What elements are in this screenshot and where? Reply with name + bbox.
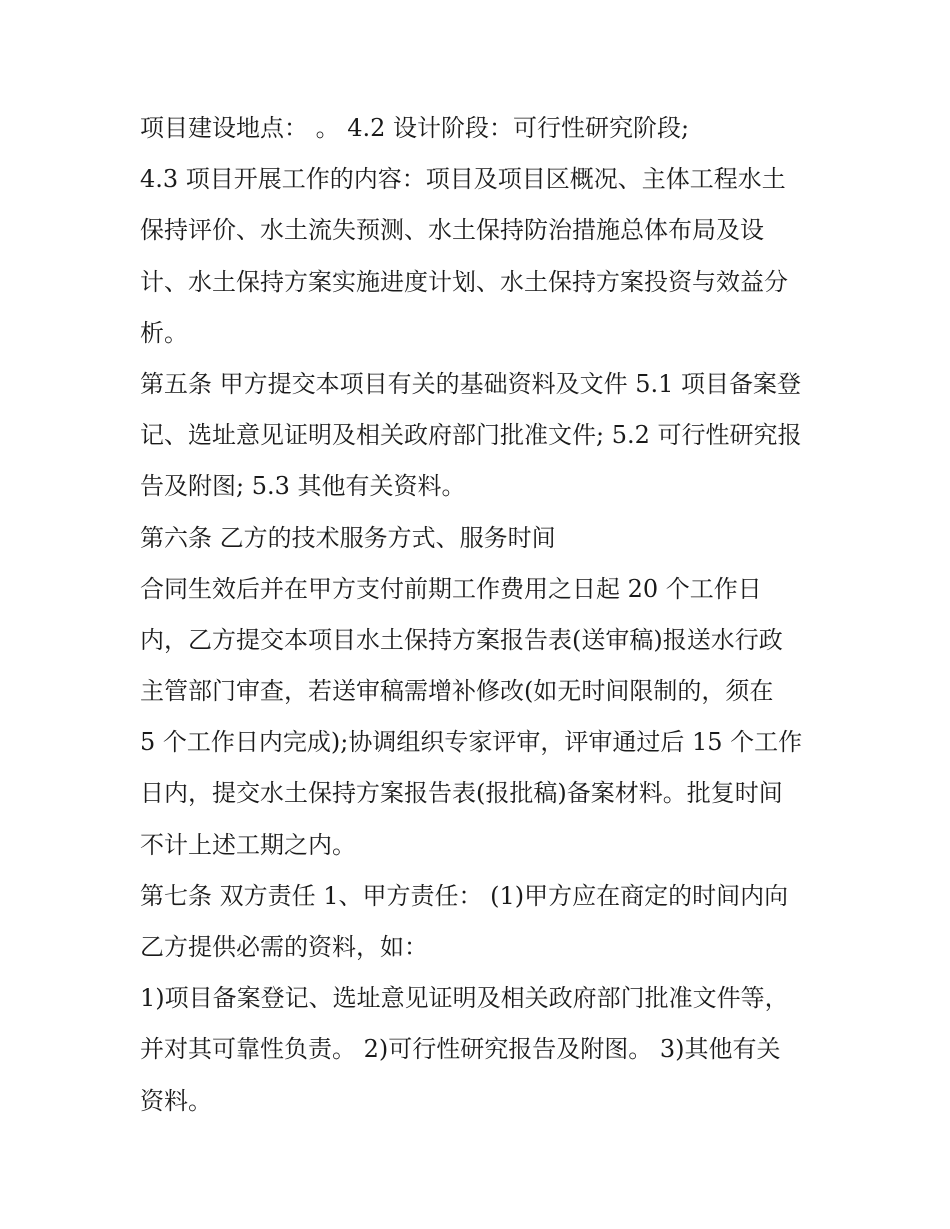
text-line: 4.3 项目开展工作的内容：项目及项目区概况、主体工程水土 (140, 165, 786, 194)
text-line: 不计上述工期之内。 (140, 830, 356, 859)
text-line: 计、水土保持方案实施进度计划、水土保持方案投资与效益分 (140, 267, 788, 296)
text-line: 乙方提供必需的资料，如： (140, 933, 428, 961)
text-line: 析。 (140, 318, 188, 347)
text-line: 第五条 甲方提交本项目有关的基础资料及文件 5.1 项目备案登 (140, 369, 802, 398)
text-line: 并对其可靠性负责。 2)可行性研究报告及附图。 3)其他有关 (140, 1035, 781, 1064)
text-line: 第七条 双方责任 1、甲方责任： (1)甲方应在商定的时间内向 (140, 881, 789, 910)
text-line: 内，乙方提交本项目水土保持方案报告表(送审稿)报送水行政 (140, 625, 783, 654)
document-body (140, 103, 820, 1127)
text-line: 第六条 乙方的技术服务方式、服务时间 (140, 523, 556, 552)
text-line: 保持评价、水土流失预测、水土保持防治措施总体布局及设 (140, 216, 764, 245)
text-line: 资料。 (140, 1086, 212, 1115)
text-line: 1)项目备案登记、选址意见证明及相关政府部门批准文件等， (140, 984, 789, 1013)
text-line: 合同生效后并在甲方支付前期工作费用之日起 20 个工作日 (140, 574, 762, 603)
text-line: 日内，提交水土保持方案报告表(报批稿)备案材料。批复时间 (140, 779, 783, 808)
text-line: 记、选址意见证明及相关政府部门批准文件; 5.2 可行性研究报 (140, 421, 802, 450)
text-line: 5 个工作日内完成);协调组织专家评审，评审通过后 15 个工作 (140, 728, 803, 757)
text-line: 主管部门审查，若送审稿需增补修改(如无时间限制的，须在 (140, 677, 774, 706)
text-line: 告及附图; 5.3 其他有关资料。 (140, 472, 466, 501)
text-line: 项目建设地点： 。 4.2 设计阶段：可行性研究阶段; (140, 114, 690, 142)
